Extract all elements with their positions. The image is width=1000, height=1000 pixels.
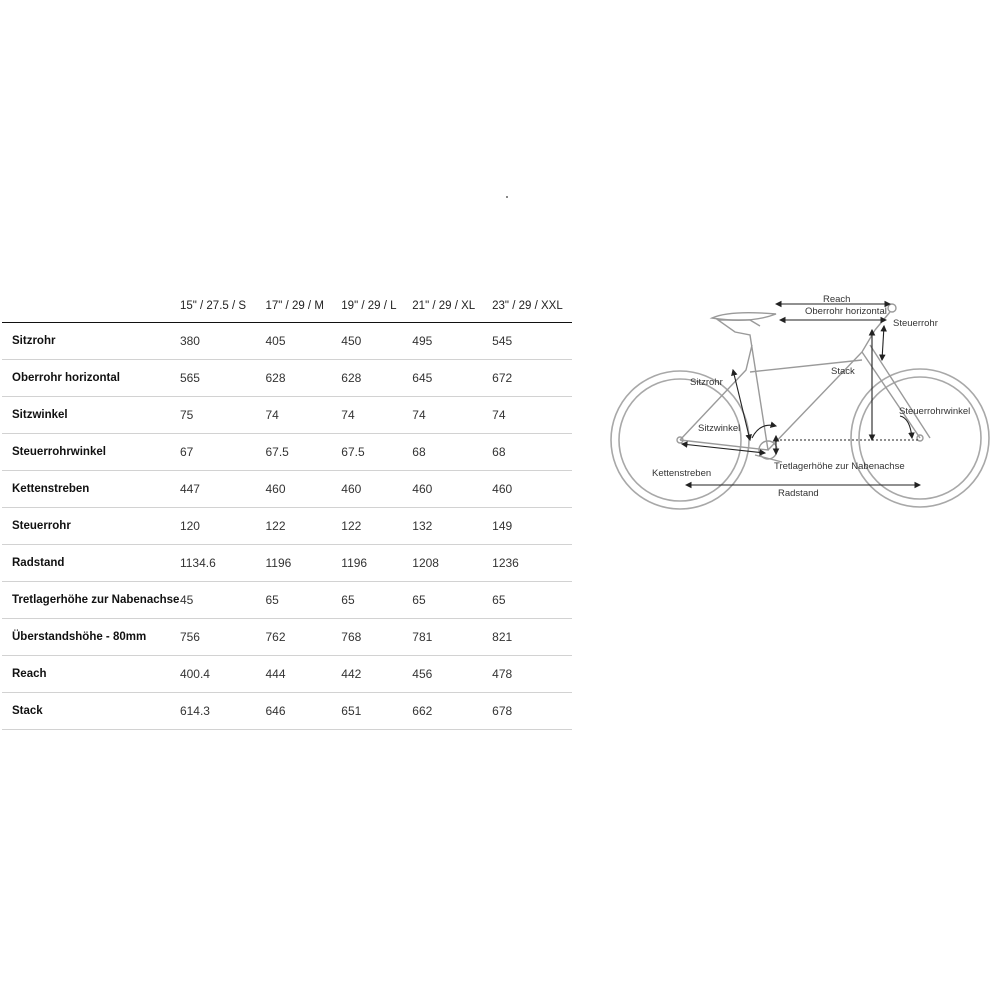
cell-value: 447 (179, 482, 200, 496)
cell-value: 1196 (341, 556, 368, 570)
table-row (2, 656, 572, 693)
table-row (2, 582, 572, 619)
cell-value: 672 (492, 371, 513, 385)
cell-value: 120 (179, 519, 200, 533)
cell-value: 821 (492, 630, 513, 644)
stray-dot (506, 196, 508, 198)
cell-value: 400.4 (179, 667, 210, 681)
cell-value: 628 (265, 371, 286, 385)
table-row (2, 397, 572, 434)
cell-value: 65 (412, 593, 426, 607)
cell-value: 380 (179, 334, 200, 348)
dimension-arrows (682, 304, 920, 485)
cell-value: 1134.6 (179, 556, 216, 570)
cell-value: 65 (341, 593, 355, 607)
cell-value: 132 (412, 519, 433, 533)
header-size-xl: 21" / 29 / XL (412, 290, 492, 323)
cell-value: 45 (179, 593, 194, 607)
cell-value: 74 (341, 408, 355, 422)
cell-value: 1208 (412, 556, 439, 570)
row-label: Steuerrohrwinkel (12, 446, 106, 458)
row-label: Tretlagerhöhe zur Nabenachse (12, 594, 180, 606)
cell-value: 74 (492, 408, 506, 422)
cell-value: 68 (492, 445, 506, 459)
cell-value: 442 (341, 667, 362, 681)
row-label: Überstandshöhe - 80mm (12, 631, 147, 643)
cell-value: 75 (179, 408, 194, 422)
cell-value: 756 (179, 630, 200, 644)
bike-geometry-diagram (600, 290, 1000, 520)
label-top-tube: Oberrohr horizontal (805, 306, 887, 317)
cell-value: 460 (492, 482, 513, 496)
table-row (2, 508, 572, 545)
cell-value: 149 (492, 519, 513, 533)
label-head-angle: Steuerrohrwinkel (899, 406, 971, 417)
header-size-m: 17" / 29 / M (265, 290, 341, 323)
cell-value: 74 (265, 408, 279, 422)
cell-value: 122 (265, 519, 286, 533)
row-label: Stack (12, 705, 43, 717)
row-label: Kettenstreben (12, 483, 90, 495)
cell-value: 645 (412, 371, 433, 385)
cell-value: 651 (341, 704, 362, 718)
cell-value: 460 (412, 482, 433, 496)
header-size-l: 19" / 29 / L (341, 290, 412, 323)
header-size-s: 15" / 27.5 / S (180, 290, 266, 323)
table-row (2, 619, 572, 656)
table-row (2, 545, 572, 582)
cell-value: 495 (412, 334, 433, 348)
header-empty (2, 290, 180, 323)
cell-value: 1196 (265, 556, 292, 570)
cell-value: 456 (412, 667, 433, 681)
table-row (2, 471, 572, 508)
cell-value: 460 (265, 482, 286, 496)
cell-value: 405 (265, 334, 286, 348)
cell-value: 67 (179, 445, 194, 459)
cell-value: 460 (341, 482, 362, 496)
label-head-tube: Steuerrohr (893, 318, 938, 329)
cell-value: 628 (341, 371, 362, 385)
cell-value: 646 (265, 704, 286, 718)
row-label: Radstand (12, 557, 65, 569)
cell-value: 67.5 (341, 445, 365, 459)
row-label: Sitzrohr (12, 335, 56, 347)
table-row (2, 360, 572, 397)
cell-value: 781 (412, 630, 433, 644)
cell-value: 768 (341, 630, 362, 644)
cell-value: 1236 (492, 556, 519, 570)
geometry-table (2, 290, 572, 730)
cell-value: 762 (265, 630, 286, 644)
cell-value: 65 (492, 593, 506, 607)
label-bb-height: Tretlagerhöhe zur Nabenachse (774, 461, 905, 472)
label-seat-tube: Sitzrohr (690, 377, 723, 388)
label-seat-angle: Sitzwinkel (698, 423, 741, 434)
label-chainstay: Kettenstreben (652, 468, 712, 479)
cell-value: 444 (265, 667, 286, 681)
cell-value: 478 (492, 667, 513, 681)
cell-value: 122 (341, 519, 362, 533)
row-label: Steuerrohr (12, 520, 71, 532)
cell-value: 565 (179, 371, 200, 385)
cell-value: 74 (412, 408, 426, 422)
table-row (2, 434, 572, 471)
table-row (2, 323, 572, 360)
row-label: Sitzwinkel (12, 409, 68, 421)
label-stack: Stack (831, 366, 855, 377)
label-reach: Reach (823, 294, 851, 305)
cell-value: 678 (492, 704, 513, 718)
cell-value: 545 (492, 334, 513, 348)
cell-value: 450 (341, 334, 362, 348)
cell-value: 67.5 (265, 445, 289, 459)
label-wheelbase: Radstand (778, 488, 819, 499)
header-size-xxl: 23" / 29 / XXL (492, 290, 572, 323)
cell-value: 662 (412, 704, 433, 718)
cell-value: 65 (265, 593, 279, 607)
row-label: Reach (12, 668, 47, 680)
row-label: Oberrohr horizontal (12, 372, 120, 384)
cell-value: 68 (412, 445, 426, 459)
cell-value: 614.3 (179, 704, 210, 718)
table-row (2, 693, 572, 730)
table-header-row (2, 290, 572, 323)
